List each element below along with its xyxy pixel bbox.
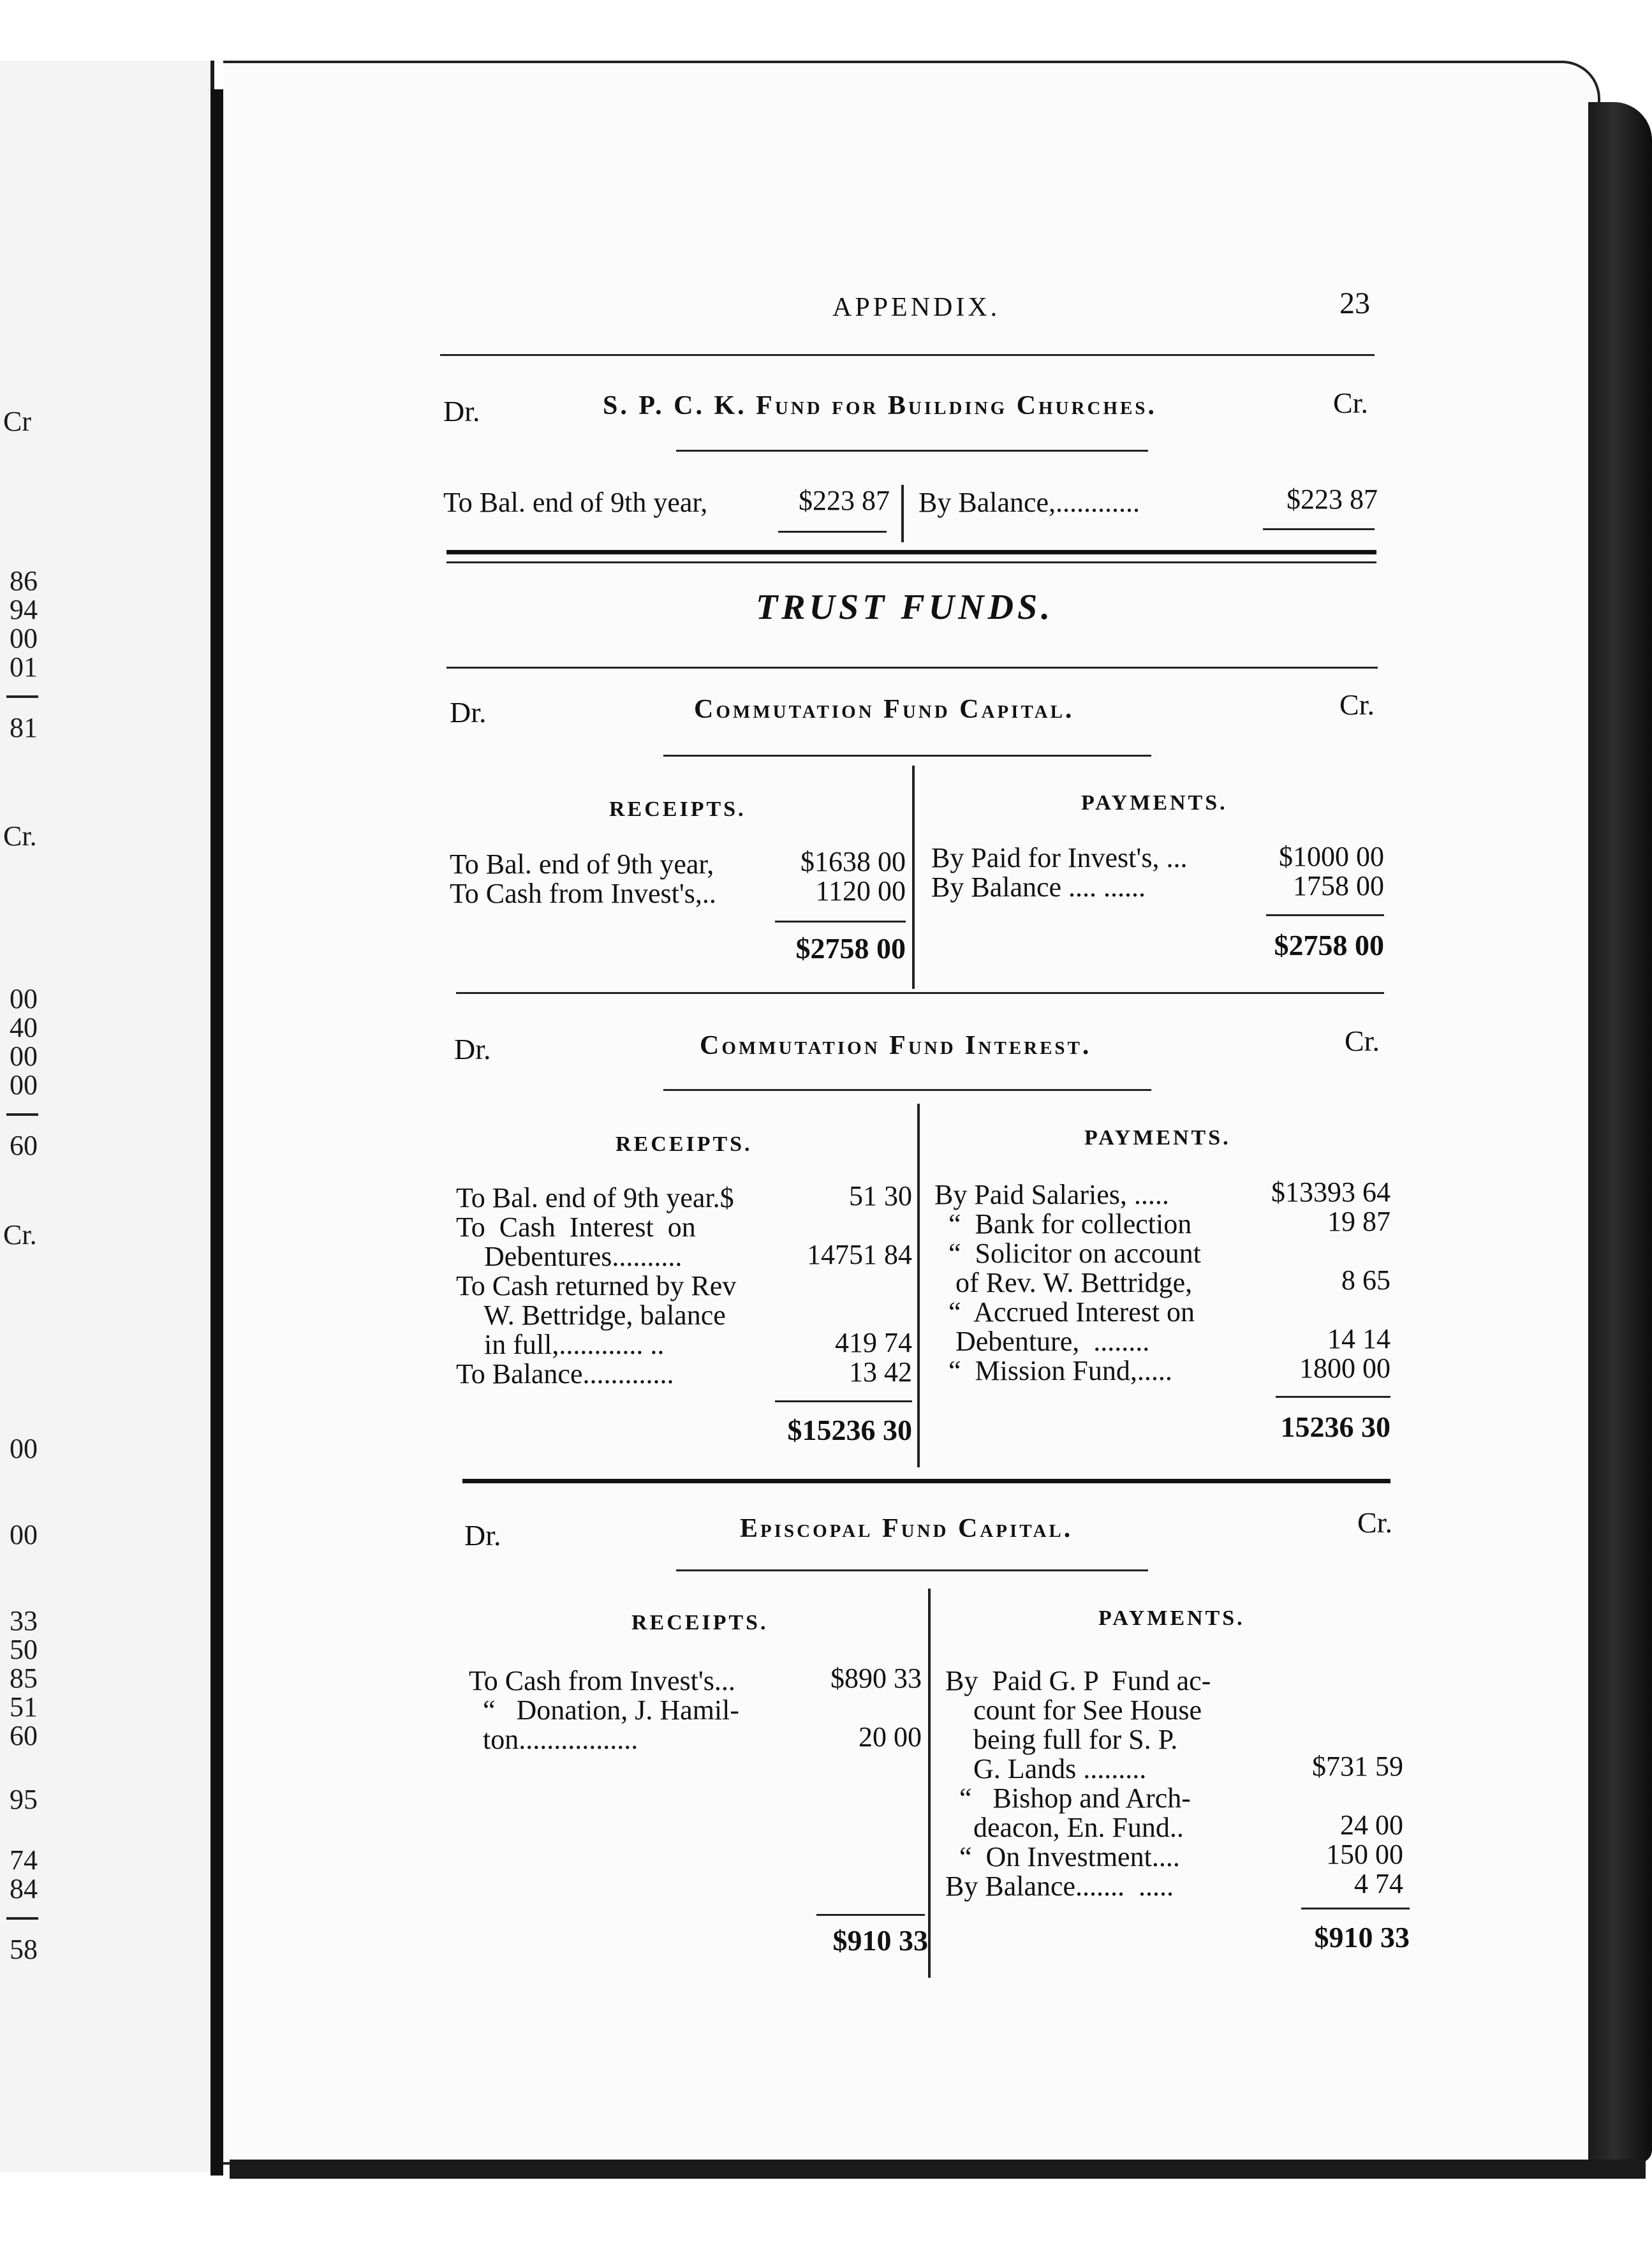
divider-rule — [446, 667, 1378, 669]
title-rule — [663, 755, 1151, 757]
receipt-amount: 1120 00 — [815, 875, 906, 907]
receipt-line: Debentures.......... — [456, 1241, 682, 1272]
payment-line: “ Bishop and Arch- — [945, 1783, 1191, 1814]
payment-amount: 24 00 — [1340, 1809, 1403, 1841]
payment-line: G. Lands ......... — [945, 1753, 1147, 1784]
payment-line: being full for S. P. — [945, 1724, 1178, 1755]
payments-total: $910 33 — [1314, 1921, 1410, 1953]
left-page-text: 94 — [10, 594, 38, 625]
left-page-text: 40 — [10, 1012, 38, 1043]
title-rule — [676, 1569, 1148, 1571]
column-divider — [912, 766, 915, 989]
receipts-total: $910 33 — [832, 1924, 928, 1957]
receipt-amount: $1638 00 — [800, 846, 906, 877]
cr-label: Cr. — [1345, 1025, 1380, 1057]
left-page-text: 84 — [10, 1873, 38, 1904]
book-spine — [210, 89, 223, 2176]
header-rule — [440, 354, 1375, 356]
payment-amount: $13393 64 — [1271, 1176, 1390, 1208]
receipts-heading: RECEIPTS. — [631, 1611, 769, 1635]
payment-line: By Paid G. P Fund ac- — [945, 1665, 1211, 1696]
payment-amount: 150 00 — [1326, 1839, 1403, 1870]
left-page-text: 74 — [10, 1844, 38, 1876]
left-page-rule — [6, 695, 38, 698]
column-divider — [928, 1589, 931, 1978]
receipts-heading: RECEIPTS. — [609, 797, 746, 821]
total-rule — [775, 921, 906, 923]
payment-line: count for See House — [945, 1694, 1202, 1726]
receipts-heading: RECEIPTS. — [616, 1132, 753, 1156]
payment-line: deacon, En. Fund.. — [945, 1812, 1184, 1843]
total-rule — [775, 1400, 912, 1402]
section-divider — [462, 1479, 1390, 1483]
payment-amount: $1000 00 — [1279, 841, 1384, 872]
left-page-text: Cr. — [3, 820, 37, 852]
payment-line: By Paid for Invest's, ... — [931, 842, 1188, 873]
page-number: 23 — [1339, 286, 1370, 320]
payment-amount: 14 14 — [1327, 1323, 1390, 1354]
payment-line: Debenture, ........ — [934, 1326, 1150, 1357]
left-page-text: 00 — [10, 623, 38, 654]
receipt-line: To Cash Interest on — [456, 1212, 696, 1243]
receipt-line: To Bal. end of 9th year, — [450, 849, 714, 880]
column-divider — [901, 485, 904, 542]
left-page-text: 51 — [10, 1691, 38, 1723]
left-page-text: 00 — [10, 1519, 38, 1550]
payment-line: “ Solicitor on account — [934, 1238, 1201, 1269]
left-page-text: 00 — [10, 983, 38, 1014]
left-page-text: 95 — [10, 1784, 38, 1815]
receipt-line: To Bal. end of 9th year.$ — [456, 1182, 734, 1213]
receipt-amount: 13 42 — [849, 1356, 912, 1388]
title-rule — [676, 450, 1148, 452]
section-title: Commutation Fund Capital. — [694, 695, 1075, 724]
section-title: Commutation Fund Interest. — [700, 1031, 1092, 1060]
payments-total: $2758 00 — [1274, 929, 1384, 961]
left-page-text: 60 — [10, 1130, 38, 1161]
total-rule — [816, 1914, 925, 1916]
total-rule — [1276, 1396, 1390, 1398]
receipt-line: ton................. — [469, 1724, 638, 1755]
total-rule — [1301, 1908, 1410, 1909]
section-divider — [456, 992, 1384, 994]
payments-total: 15236 30 — [1280, 1411, 1390, 1443]
left-page-text: 86 — [10, 565, 38, 597]
left-page-text: 33 — [10, 1605, 38, 1636]
left-page-text: 81 — [10, 712, 38, 743]
payments-heading: PAYMENTS. — [1081, 791, 1228, 815]
receipt-line: To Cash returned by Rev — [456, 1270, 737, 1301]
left-page-text: Cr — [3, 406, 31, 437]
payment-line: By Balance....... ..... — [945, 1871, 1174, 1902]
payment-amount: $731 59 — [1312, 1751, 1403, 1782]
payment-amount: 4 74 — [1354, 1868, 1403, 1899]
left-page-text: 58 — [10, 1934, 38, 1965]
left-page-text: 01 — [10, 651, 38, 683]
left-page-text: 60 — [10, 1720, 38, 1751]
payment-line: “ Bank for collection — [934, 1208, 1192, 1240]
section-divider — [446, 550, 1376, 554]
ledger-line: To Bal. end of 9th year, — [443, 487, 708, 518]
section-title: Episcopal Fund Capital. — [740, 1514, 1073, 1543]
left-page-rule — [6, 1113, 38, 1116]
section-divider — [446, 561, 1376, 563]
cr-label: Cr. — [1357, 1506, 1392, 1539]
underline — [778, 531, 887, 533]
title-rule — [663, 1089, 1151, 1091]
underline — [1263, 528, 1375, 530]
receipt-amount: $890 33 — [830, 1663, 922, 1694]
receipt-amount: 51 30 — [849, 1180, 912, 1212]
cr-label: Cr. — [1333, 387, 1368, 419]
left-page-text: Cr. — [3, 1219, 37, 1250]
payments-heading: PAYMENTS. — [1098, 1606, 1245, 1630]
receipt-line: “ Donation, J. Hamil- — [469, 1694, 740, 1726]
left-page-rule — [6, 1917, 38, 1920]
receipt-line: in full,............ .. — [456, 1329, 665, 1360]
payment-line: “ Accrued Interest on — [934, 1296, 1195, 1328]
payment-amount: 8 65 — [1341, 1264, 1390, 1296]
receipt-amount: 20 00 — [859, 1721, 922, 1753]
payment-line: “ Mission Fund,..... — [934, 1355, 1172, 1386]
column-divider — [917, 1104, 920, 1467]
total-rule — [1266, 914, 1384, 916]
receipts-total: $2758 00 — [795, 932, 906, 965]
receipt-line: To Cash from Invest's... — [469, 1665, 735, 1696]
receipt-line: To Balance............. — [456, 1358, 674, 1390]
left-page-text: 00 — [10, 1433, 38, 1464]
ledger-line: By Balance,............ — [918, 487, 1140, 518]
payment-line: of Rev. W. Bettridge, — [934, 1267, 1193, 1298]
dr-label: Dr. — [443, 395, 480, 427]
ledger-amount: $223 87 — [1287, 484, 1378, 515]
payment-amount: 19 87 — [1327, 1206, 1390, 1237]
payment-amount: 1758 00 — [1293, 870, 1384, 901]
dr-label: Dr. — [464, 1519, 501, 1552]
receipt-amount: 14751 84 — [807, 1239, 912, 1270]
receipt-amount: 419 74 — [835, 1327, 912, 1358]
payments-heading: PAYMENTS. — [1084, 1126, 1231, 1150]
payment-line: By Paid Salaries, ..... — [934, 1179, 1169, 1210]
left-page-text: 00 — [10, 1069, 38, 1101]
page-edge-shadow — [1588, 102, 1652, 2163]
receipt-line: W. Bettridge, balance — [456, 1300, 726, 1331]
left-page-text: 50 — [10, 1634, 38, 1665]
receipt-line: To Cash from Invest's,.. — [450, 878, 716, 909]
receipts-total: $15236 30 — [787, 1414, 912, 1446]
payment-line: By Balance .... ...... — [931, 871, 1146, 903]
dr-label: Dr. — [450, 696, 487, 729]
payment-line: “ On Investment.... — [945, 1841, 1180, 1872]
dr-label: Dr. — [454, 1033, 491, 1065]
running-head: APPENDIX. — [832, 293, 1001, 322]
section-title: S. P. C. K. Fund for Building Churches. — [603, 391, 1157, 420]
bottom-edge-shadow — [230, 2160, 1646, 2179]
payment-amount: 1800 00 — [1299, 1353, 1390, 1384]
ledger-amount: $223 87 — [799, 485, 890, 516]
left-page-text: 00 — [10, 1041, 38, 1072]
cr-label: Cr. — [1339, 688, 1375, 721]
trust-funds-title: TRUST FUNDS. — [756, 588, 1054, 627]
left-page-text: 85 — [10, 1663, 38, 1694]
